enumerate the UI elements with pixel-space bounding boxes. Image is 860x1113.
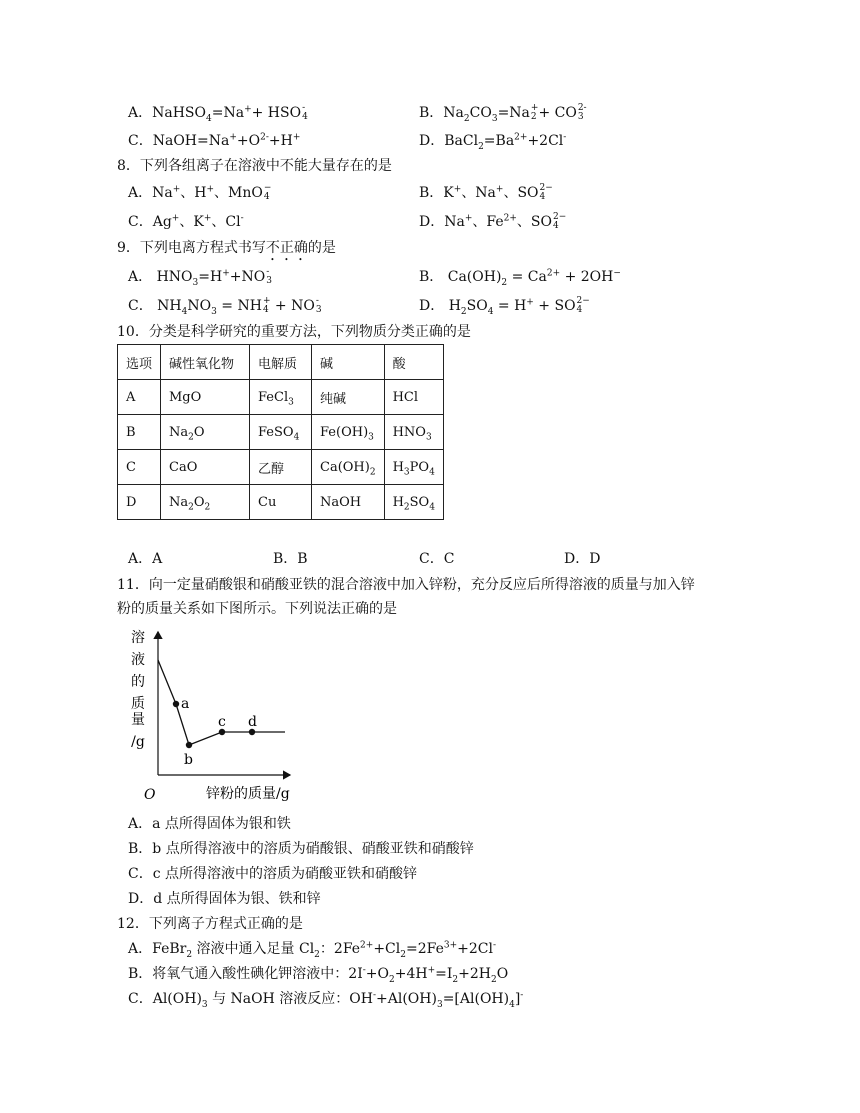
y-axis-label-char: 溶 [131, 630, 145, 646]
q8-option-a[interactable]: A．Na+、H+、MnO − 4 [128, 183, 272, 202]
table-cell: MgO [161, 380, 250, 415]
q8-option-b[interactable]: B．K+、Na+、SO 2− 4 [419, 183, 553, 202]
table-cell: 纯碱 [312, 380, 385, 415]
q11-option-a[interactable]: A．a 点所得固体为银和铁 [128, 816, 291, 832]
table-cell: 乙醇 [250, 450, 312, 485]
q11-option-b[interactable]: B．b 点所得溶液中的溶质为硝酸银、硝酸亚铁和硝酸锌 [128, 841, 474, 857]
point-label-d: d [248, 714, 257, 730]
table-header: 电解质 [250, 345, 312, 380]
q10-option-c[interactable]: C．C [419, 551, 455, 567]
table-row [118, 450, 444, 485]
q9-option-c[interactable]: C． $NH_4NO_3$ = NH + 4 + NO - 3 [128, 296, 322, 317]
q12-option-c[interactable]: C．$Al(OH)_3$ 与 NaOH 溶液反应：$OH^-+Al(OH)_3=[Al(OH)_4]^-$ [128, 990, 524, 1010]
classification-table [117, 344, 444, 520]
q11-option-d[interactable]: D．d 点所得固体为银、铁和锌 [128, 891, 321, 907]
table-cell: $HNO_3$ [384, 415, 443, 450]
table-cell: $H_3PO_4$ [384, 450, 443, 485]
table-header-row [118, 345, 444, 380]
x-axis-label: 锌粉的质量/g [206, 786, 290, 802]
table-cell: B [118, 415, 161, 450]
table-header: 碱性氧化物 [161, 345, 250, 380]
q7-option-c[interactable]: C．$NaOH=Na^++O^{2-}+H^+$ [128, 132, 301, 149]
q7-option-d[interactable]: D．$BaCl_2=Ba^{2+}+2Cl^-$ [419, 132, 567, 152]
q11-option-c[interactable]: C．c 点所得溶液中的溶质为硝酸亚铁和硝酸锌 [128, 866, 418, 882]
point-a [173, 701, 179, 707]
y-axis-label-char: 的 [131, 674, 145, 690]
table-cell: C [118, 450, 161, 485]
table-header: 碱 [312, 345, 385, 380]
q12-option-b[interactable]: B．将氧气通入酸性碘化钾溶液中：$2I^-+O_2+4H^+=I_2+2H_2O$ [128, 965, 509, 985]
q8-stem: 8．下列各组离子在溶液中不能大量存在的是 [117, 158, 392, 174]
table-cell: $Ca(OH)_2$ [312, 450, 385, 485]
y-axis-label-char: 质 [131, 696, 145, 712]
table-cell: FeSO$_4$ [250, 415, 312, 450]
emphasis-text: 不正确 [265, 240, 308, 256]
q12-option-a[interactable]: A．FeBr$_2$ 溶液中通入足量 $Cl_2$：$2Fe^{2+}+Cl_2=2Fe^{3+}+2Cl^-$ [128, 940, 497, 960]
table-cell: $Fe(OH)_3$ [312, 415, 385, 450]
q12-stem: 12．下列离子方程式正确的是 [117, 916, 303, 932]
q11-stem-line-2: 粉的质量关系如下图所示。下列说法正确的是 [117, 601, 397, 617]
q7-option-b[interactable]: B．$Na_2CO_3=Na$ + 2 + CO 2- 3 [419, 103, 587, 124]
point-label-b: b [184, 752, 193, 768]
q9-stem: 9．下列电离方程式书写不正确的是 [117, 240, 336, 256]
q10-option-b[interactable]: B．B [273, 551, 308, 567]
table-cell: NaOH [312, 485, 385, 520]
q11-stem-line-1: 11．向一定量硝酸银和硝酸亚铁的混合溶液中加入锌粉，充分反应后所得溶液的质量与加入锌 [117, 577, 695, 593]
table-cell: HCl [384, 380, 443, 415]
table-cell: CaO [161, 450, 250, 485]
table-row [118, 485, 444, 520]
y-axis-label-char: /g [131, 734, 145, 750]
q8-option-d[interactable]: D．Na+、$Fe^{2+}$、SO 2− 4 [419, 212, 567, 231]
table-cell: A [118, 380, 161, 415]
q10-stem: 10．分类是科学研究的重要方法，下列物质分类正确的是 [117, 324, 471, 340]
y-axis-label-char: 液 [131, 652, 145, 668]
point-b [186, 742, 192, 748]
table-cell: $Na_2O_2$ [161, 485, 250, 520]
table-cell: $H_2SO_4$ [384, 485, 443, 520]
table-cell: FeCl$_3$ [250, 380, 312, 415]
table-cell: D [118, 485, 161, 520]
table-header: 选项 [118, 345, 161, 380]
q10-option-d[interactable]: D．D [564, 551, 601, 567]
origin-label: O [144, 787, 156, 803]
table-row [118, 380, 444, 415]
point-label-c: c [218, 714, 226, 730]
y-axis-label-char: 量 [131, 712, 145, 728]
table-header: 酸 [384, 345, 443, 380]
q8-option-c[interactable]: C．Ag+、K+、Cl- [128, 213, 244, 230]
q10-option-a[interactable]: A．A [128, 551, 163, 567]
table-cell: Cu [250, 485, 312, 520]
mass-chart [120, 622, 320, 807]
q9-option-a[interactable]: A． $HNO_3=H^++NO$ - 3 [128, 267, 272, 288]
q9-option-b[interactable]: B． $Ca(OH)_2 = Ca^{2+} + 2OH^-$ [419, 268, 621, 288]
table-row [118, 415, 444, 450]
q9-option-d[interactable]: D． $H_2SO_4 = H^+$ + SO 2− 4 [419, 296, 590, 317]
point-label-a: a [181, 696, 190, 712]
q7-option-a[interactable]: A．NaHSO$_4$=Na++ HSO - 4 [128, 103, 308, 124]
table-cell: $Na_2O$ [161, 415, 250, 450]
